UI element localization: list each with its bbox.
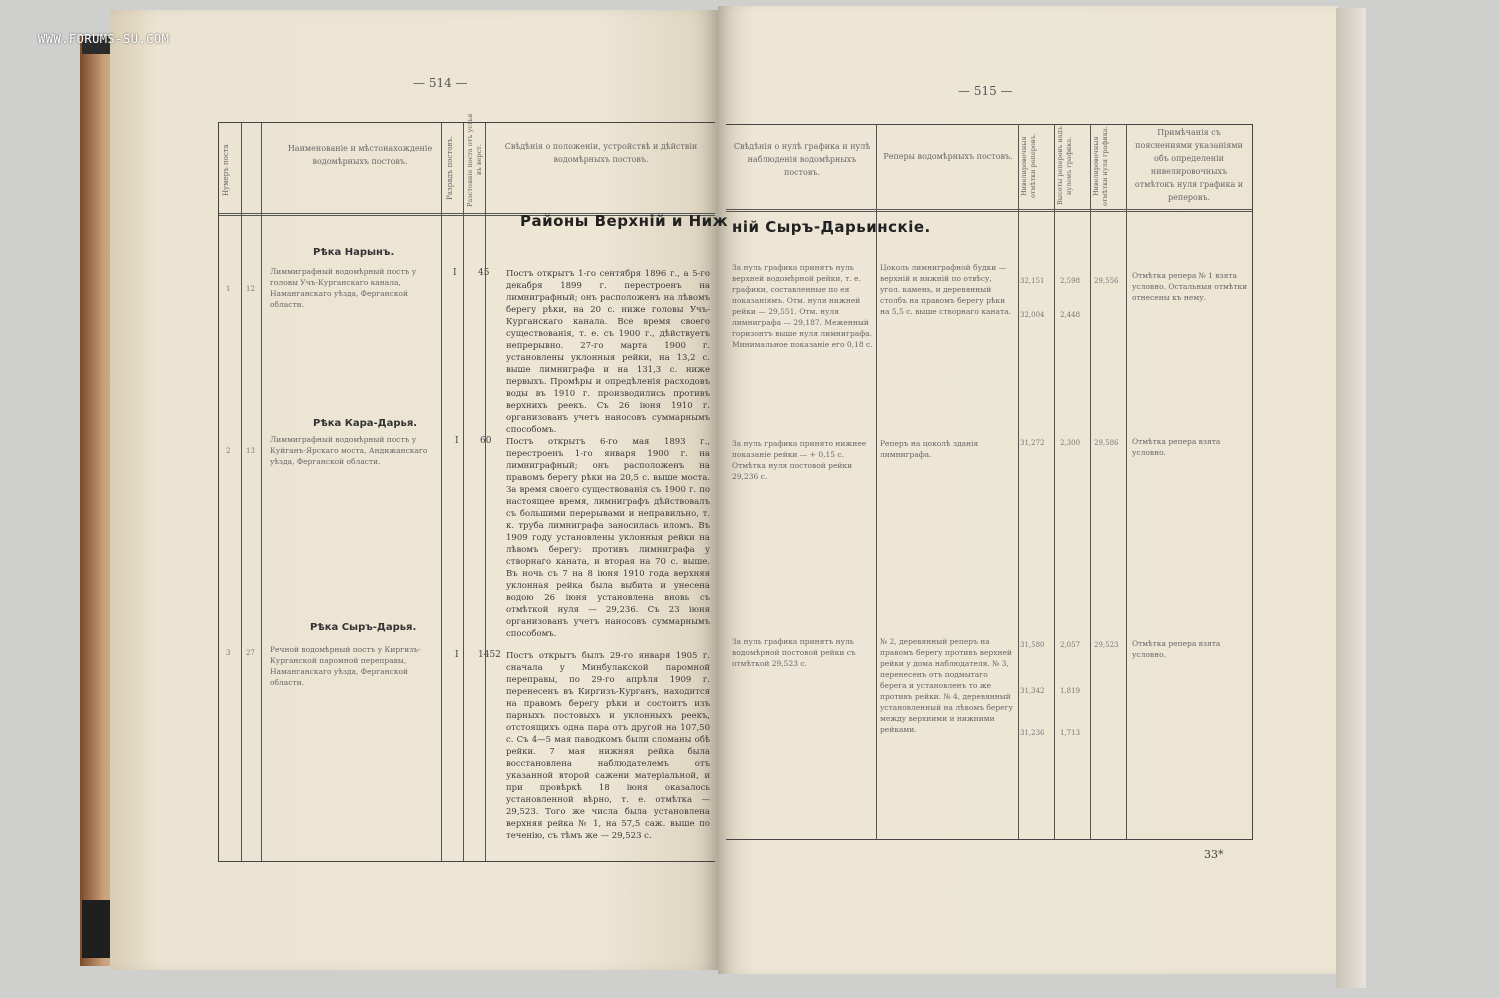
- signature-mark: 33*: [1204, 848, 1224, 861]
- header-zero-marks: Нивелировочныя отмѣтки нуля графика.: [1092, 126, 1109, 206]
- header-post-name: Наименованіе и мѣстонахожденіе водомѣрныхъ постовъ.: [287, 144, 433, 166]
- river-name: Рѣка Нарынъ.: [313, 247, 395, 258]
- zero-mark: 29,556: [1094, 277, 1119, 285]
- reper-height: 1,713: [1060, 729, 1081, 737]
- watermark: WWW.FORUMS-SU.COM: [38, 32, 170, 46]
- river-name: Рѣка Сыръ-Дарья.: [310, 622, 417, 633]
- zero-mark: 29,586: [1094, 439, 1119, 447]
- row-number: 1: [226, 285, 231, 293]
- left-page-number: — 514 —: [413, 76, 468, 90]
- right-page-number: — 515 —: [958, 84, 1013, 98]
- post-distance: 45: [478, 268, 490, 278]
- reper-height: 2,598: [1060, 277, 1081, 285]
- note-text: Отмѣтка репера взята условно.: [1132, 639, 1221, 659]
- reper-text: № 2, деревянный реперъ на правомъ берегу противъ верхней рейки у дома наблюдателя. № 3, перенесенъ отъ подмытаго берега и установленъ то же противъ рейки. № 4, деревянный установленный на лѣвомъ берегу между верхними и нижними рейками.: [880, 637, 1013, 734]
- reper-mark: 32,004: [1020, 311, 1045, 319]
- post-description: Лиммиграфный водомѣрный постъ у головы Учъ-Курганскаго канала, Наманганскаго уѣзда, Ферганской области.: [270, 267, 417, 309]
- reper-mark: 32,151: [1020, 277, 1045, 285]
- region-title-left: Районы Верхній и Ниж: [520, 212, 729, 230]
- post-distance: 1452: [478, 650, 501, 660]
- header-zero: Свѣдѣнія о нулѣ графика и нулѣ наблюденія водомѣрныхъ постовъ.: [733, 142, 871, 177]
- row-number: 3: [226, 649, 231, 657]
- header-reper-marks: Нивелировочныя отмѣтки реперовъ.: [1020, 133, 1037, 199]
- book-corner-bottom: [82, 900, 110, 958]
- post-info-text: Постъ открытъ 1-го сентября 1896 г., а 5-го декабря 1899 г. перестроенъ на лимниграфный; онъ расположенъ на лѣвомъ берегу рѣки, на 20 с. ниже головы Учъ-Курганскаго канала. Все время своего существованія, т. е. съ 1900 г., дѣйствуетъ непрерывно. 27-го марта 1900 г. установлены уклонныя рейки, на 13,2 с. выше лимниграфа и на 131,3 с. ниже первыхъ. Промѣры и опредѣленія расходовъ воды въ 1910 г. производились противъ верхнихъ реекъ. Съ 26 іюня 1910 г. организованъ учетъ наносовъ суммарнымъ способомъ.: [506, 269, 710, 435]
- page-stack-edge: [1336, 8, 1366, 988]
- post-info-text: Постъ открытъ былъ 29-го января 1905 г. сначала у Минбулакской паромной переправы, по 29-го апрѣля 1909 г. перенесенъ въ Киргизъ-Курганъ, находится на правомъ берегу рѣки и состоитъ изъ парныхъ постовыхъ и уклонныхъ реекъ, отстоящихъ одна пара отъ другой на 107,50 с. Съ 4—5 мая паводкомъ были сломаны обѣ рейки. 7 мая нижняя рейка была восстановлена наблюдателемъ отъ указанной второй сажени матеріальной, и при провѣркѣ 18 іюня оказалось установленной вѣрно, т. е. отмѣтка — 29,523. Того же числа была установлена верхняя рейка № 1, на 57,5 саж. выше по теченію, съ тѣмъ же — 29,523 с.: [506, 651, 710, 841]
- post-rank: I: [453, 268, 457, 278]
- post-info-text: Постъ открытъ 6-го мая 1893 г., перестроенъ 1-го января 1900 г. на лимниграфный; онъ расположенъ на правомъ берегу рѣки на 20,5 с. выше моста. За время своего существованія съ 1900 г. по настоящее время, лимниграфъ дѣйствовалъ съ большими перерывами и неправильно, т. к. труба лимниграфа заносилась иломъ. Въ 1909 году установлены уклонныя рейки на лѣвомъ берегу: противъ лимниграфа у створнаго каната, и вторая на 70 с. выше. Въ ночь съ 7 на 8 іюня 1910 года верхняя уклонная рейка была выбита и унесена водою 26 іюня установлена вновь съ отмѣткой нуля — 29,236. Съ 23 іюня организованъ учетъ наносовъ суммарнымъ способомъ.: [506, 437, 710, 639]
- header-info: Свѣдѣнія о положеніи, устройствѣ и дѣйствіи водомѣрныхъ постовъ.: [504, 142, 698, 164]
- reper-height: 2,057: [1060, 641, 1081, 649]
- row-subnumber: 27: [246, 649, 255, 657]
- reper-text: Реперъ на цоколѣ зданія лимниграфа.: [880, 439, 979, 459]
- row-number: 2: [226, 447, 231, 455]
- reper-mark: 31,272: [1020, 439, 1045, 447]
- post-rank: I: [455, 436, 459, 446]
- header-rank: Разрядъ постовъ.: [446, 135, 454, 201]
- reper-mark: 31,236: [1020, 729, 1045, 737]
- note-text: Отмѣтка репера № 1 взята условно. Остальныя отмѣтки отнесены къ нему.: [1132, 271, 1248, 302]
- header-reper-heights: Высоты реперовъ надъ нулемъ графика.: [1056, 126, 1073, 206]
- zero-info-text: За нуль графика принятъ нуль водомѣрной постовой рейки съ отмѣткой 29,523 с.: [732, 637, 856, 668]
- reper-height: 2,300: [1060, 439, 1081, 447]
- river-name: Рѣка Кара-Дарья.: [313, 418, 418, 429]
- note-text: Отмѣтка репера взята условно.: [1132, 437, 1221, 457]
- header-post-number: Нумеръ поста: [222, 144, 230, 196]
- row-subnumber: 13: [246, 447, 255, 455]
- post-description: Речной водомѣрный постъ у Киргизъ-Курганской паромной переправы, Наманганскаго уѣзда, Ферганской области.: [270, 645, 421, 687]
- region-title-right: ній Сыръ-Дарьинскіе.: [732, 218, 931, 236]
- reper-height: 2,448: [1060, 311, 1081, 319]
- reper-height: 1,819: [1060, 687, 1081, 695]
- post-rank: I: [455, 650, 459, 660]
- reper-text: Цоколь лимниграфной будки — верхній и нижній по отвѣсу, угол. камень, и деревянный столбъ на правомъ берегу рѣки на 5,5 с. выше створнаго каната.: [880, 263, 1011, 316]
- post-distance: 60: [480, 436, 492, 446]
- header-notes: Примѣчанія съ пояснениями указаніями объ определеніи нивелировочныхъ отмѣтокъ нуля графика и реперовъ.: [1134, 128, 1244, 202]
- reper-mark: 31,580: [1020, 641, 1045, 649]
- post-description: Лиммиграфный водомѣрный постъ у Куйганъ-Ярскаго моста, Андижанскаго уѣзда, Ферганской области.: [270, 435, 428, 466]
- header-reper: Реперы водомѣрныхъ постовъ.: [883, 152, 1013, 161]
- row-subnumber: 12: [246, 285, 255, 293]
- zero-info-text: За нуль графика принято нижнее показаніе рейки — + 0,15 с. Отмѣтка нуля постовой рейки 29,236 с.: [732, 439, 867, 481]
- header-distance: Разстояніе поста отъ устья въ верст.: [466, 113, 483, 207]
- zero-mark: 29,523: [1094, 641, 1119, 649]
- zero-info-text: За нуль графика принятъ нуль верхней водомѣрной рейки, т. е. графики, составленные по ея показаніямъ. Отм. нуля нижней рейки — 29,551. Отм. нуля лимниграфа — 29,187. Меженный горизонтъ выше нуля лимниграфа. Минимальное показаніе его 0,18 с.: [732, 263, 873, 349]
- reper-mark: 31,342: [1020, 687, 1045, 695]
